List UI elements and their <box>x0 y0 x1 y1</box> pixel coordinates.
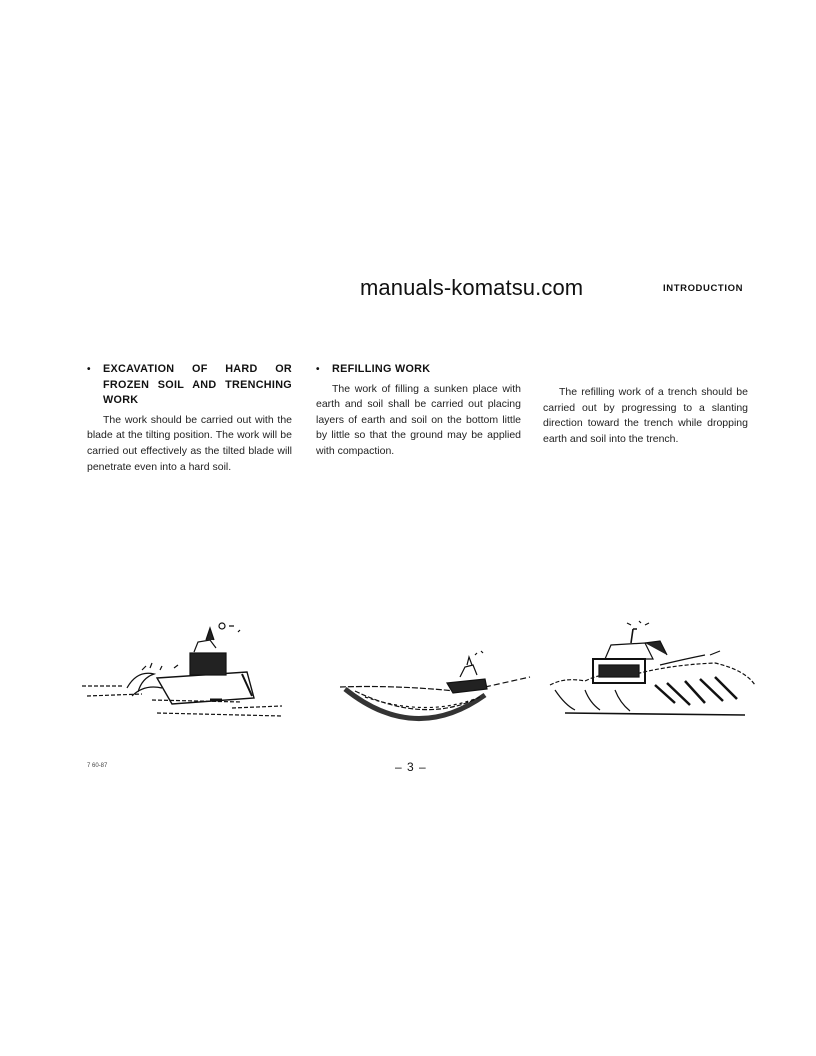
section-heading <box>87 362 292 409</box>
site-title: manuals-komatsu.com <box>360 275 584 300</box>
body-text: The work should be carried out with the blade at the tilting position. The work will be carried out effectively as the tilted blade will penetrate even into a hard soil. <box>87 413 292 473</box>
bulldozer-refilling-illustration <box>335 645 535 725</box>
bullet-icon: • <box>87 364 91 375</box>
bulldozer-excavation-illustration <box>82 608 282 720</box>
body-text: The work of filling a sunken place with earth and soil shall be carried out placing layers of earth and soil on the bottom little by little so that the ground may be applied with compaction. <box>316 382 521 457</box>
bullet-icon: • <box>316 364 320 375</box>
section-heading <box>316 362 521 378</box>
body-text: The refilling work of a trench should be carried out by progressing to a slanting direction toward the trench while dropping earth and soil into the trench. <box>543 386 748 445</box>
bulldozer-trench-illustration <box>545 615 760 720</box>
heading-text: EXCAVATION OF HARD OR FROZEN SOIL AND TRENCHING WORK <box>103 363 292 407</box>
section-label: INTRODUCTION <box>663 283 744 294</box>
column-refilling <box>316 362 521 460</box>
document-code: 7 60-87 <box>87 763 108 769</box>
heading-text: REFILLING WORK <box>332 363 431 375</box>
page-number: – 3 – <box>395 760 427 774</box>
column-trench-refilling <box>543 385 748 447</box>
column-excavation <box>87 362 292 475</box>
